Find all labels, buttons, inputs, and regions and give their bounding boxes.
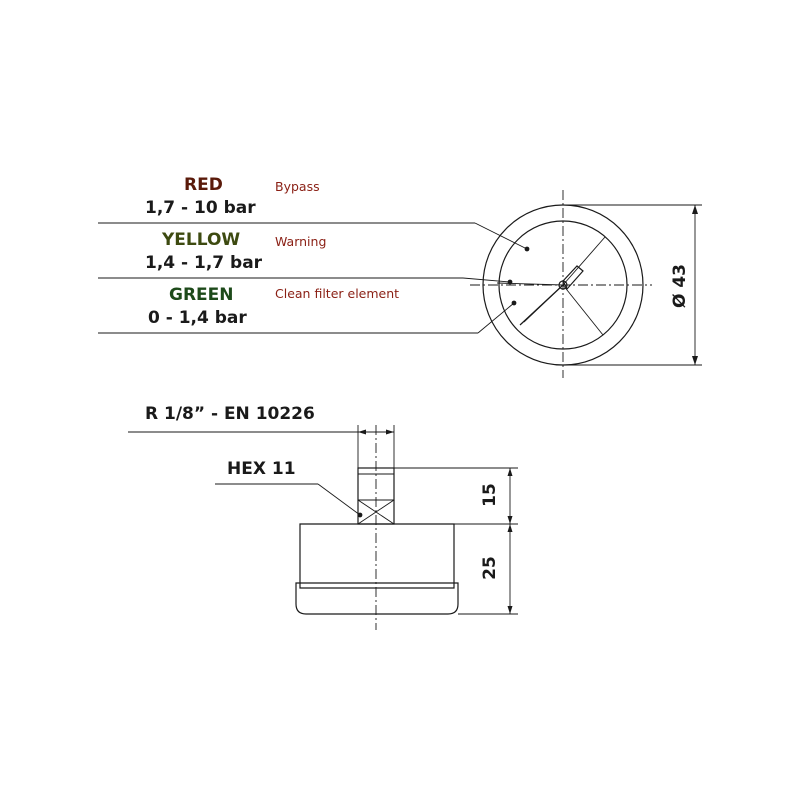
arrow-15-top bbox=[508, 468, 513, 476]
thread-label: R 1/8” - EN 10226 bbox=[145, 404, 315, 424]
leader-red-diagonal bbox=[475, 223, 527, 249]
arrow-25-bottom bbox=[508, 606, 513, 614]
diameter-arrow-bottom bbox=[692, 356, 698, 365]
sector-line-2 bbox=[563, 285, 603, 335]
gauge-pointer-needle bbox=[520, 285, 563, 325]
legend-red-name: RED bbox=[184, 175, 223, 195]
gauge-side-view bbox=[128, 425, 518, 630]
gauge-pointer-tail bbox=[563, 266, 583, 289]
hex-leader-diagonal bbox=[318, 484, 360, 515]
thread-arrow-right bbox=[386, 430, 394, 435]
thread-length-label: 15 bbox=[480, 483, 500, 507]
legend-yellow-description: Warning bbox=[275, 234, 327, 249]
diameter-arrow-top bbox=[692, 205, 698, 214]
hex-label: HEX 11 bbox=[227, 459, 296, 479]
legend-green-range: 0 - 1,4 bar bbox=[148, 308, 247, 328]
body-height-label: 25 bbox=[480, 556, 500, 580]
sector-line-1 bbox=[563, 237, 605, 285]
legend-yellow-name: YELLOW bbox=[162, 230, 241, 250]
legend-red-description: Bypass bbox=[275, 179, 320, 194]
gauge-front-view bbox=[470, 190, 652, 378]
arrow-15-bottom bbox=[508, 516, 513, 524]
legend-yellow-range: 1,4 - 1,7 bar bbox=[145, 253, 263, 273]
arrow-25-top bbox=[508, 524, 513, 532]
thread-arrow-left bbox=[358, 430, 366, 435]
diameter-label: Ø 43 bbox=[670, 263, 690, 309]
legend-green-description: Clean filter element bbox=[275, 286, 400, 301]
gauge-body bbox=[300, 524, 454, 588]
leader-yellow-diagonal bbox=[463, 278, 510, 282]
legend-red-range: 1,7 - 10 bar bbox=[145, 198, 256, 218]
legend-green-name: GREEN bbox=[169, 285, 234, 305]
